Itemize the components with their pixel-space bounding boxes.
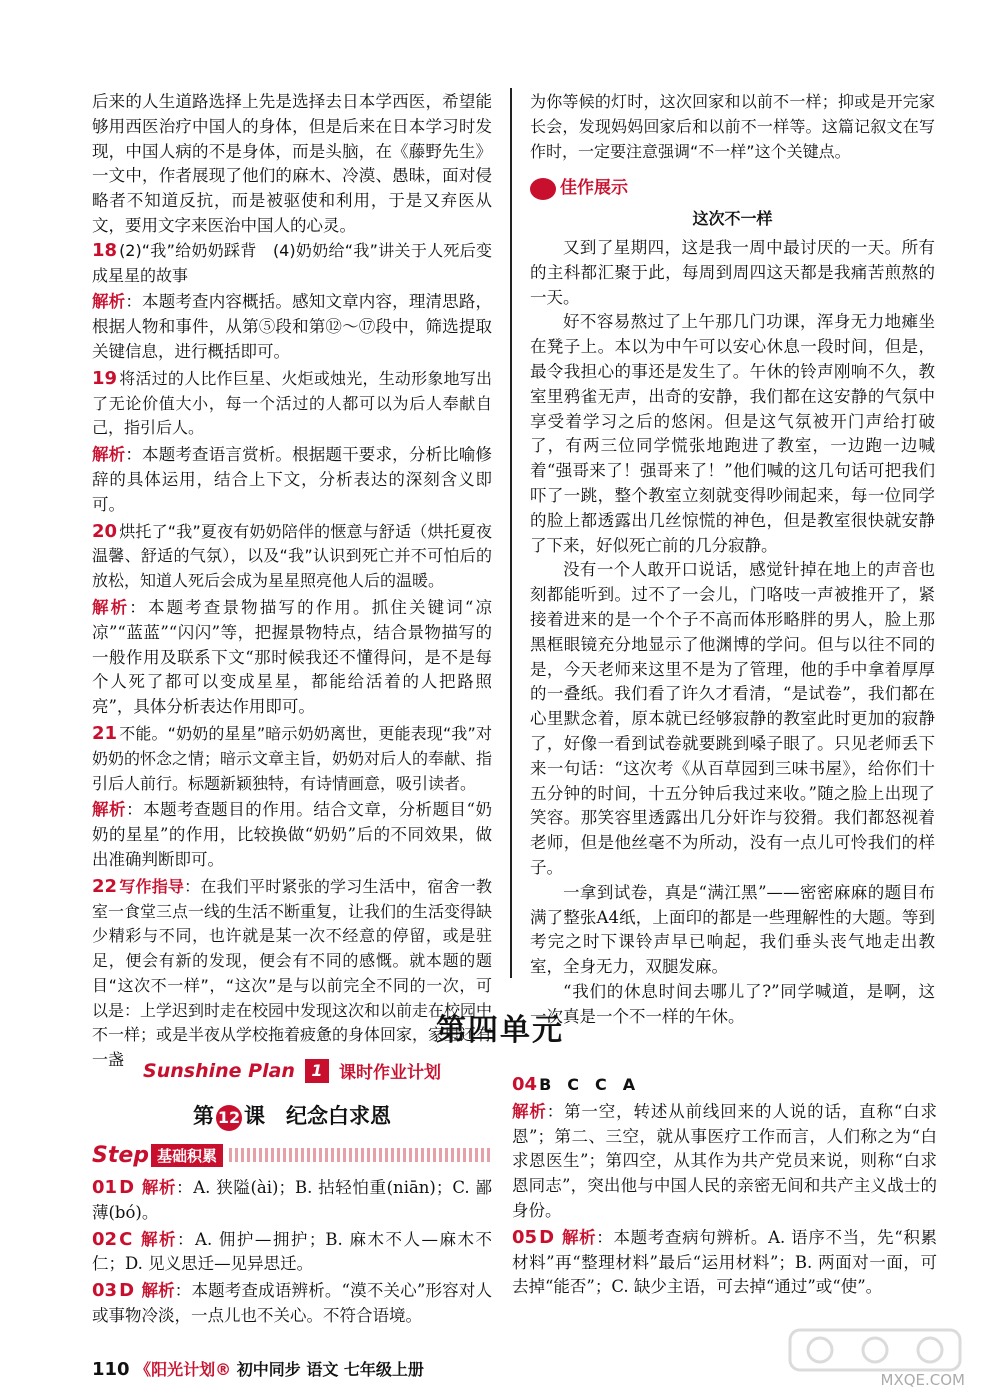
intro-paragraph: 后来的人生道路选择上先是选择去日本学西医，希望能够用西医治疗中国人的身体，但是后来在日本学习时发现，中国人病的不是身体，而是头脑，在《藤野先生》一文中，作者展现了他们的麻木、冷漠、愚昧，面对侵略者不知道反抗，而是被驱使和利用，于是又弃医从文，要用文字来医治中国人的心灵。 [92,92,492,235]
analysis-label: 解析 [141,1281,175,1301]
exercise-item [512,1073,937,1098]
right-column [530,90,935,1029]
analysis-text: ：本题考查病句辨析。A. 语序不当，先“积累材料”再“整理材料”最后“运用材料”；B. 两面对一面，可去掉“能否”；C. 缺少主语，可去掉“通过”或“使”。 [512,1227,937,1297]
step-tag: 基础积累 [151,1144,223,1167]
analysis-label: 解析 [141,1178,177,1197]
page-footer [92,1357,424,1380]
question-number: 04 [512,1074,538,1095]
watermark-text: MXQE.COM [880,1371,965,1389]
analysis-text: ：本题考查语言赏析。根据题干要求，分析比喻修辞的具体运用，结合上下文，分析表达的深刻含义即可。 [92,445,493,514]
analysis-label: 解析 [561,1227,597,1247]
step-header [92,1140,492,1170]
banner-chinese: 课时作业计划 [338,1063,441,1083]
answer-text: 烘托了“我”夏夜有奶奶陪伴的惬意与舒适（烘托夏夜温馨、舒适的气氛），以及“我”认识到死亡并不可怕后的放松，知道人死后会成为星星照亮他人后的温暖。 [92,521,492,591]
analysis-text: ：本题考查题目的作用。结合文章，分析题目“奶奶的星星”的作用，比较换做“奶奶”后的不同效果，做出准确判断即可。 [92,800,493,869]
footer-series: 初中同步 语文 七年级上册 [236,1360,424,1379]
question-21 [92,722,492,796]
answer-letter: D [539,1226,555,1248]
plan-banner [92,1058,492,1083]
answer-letter: D [119,1280,135,1302]
banner-english: Sunshine Plan [143,1059,295,1082]
question-number: 03 [92,1280,118,1302]
analysis-label: 解析 [92,292,126,312]
exercise-item [92,1279,492,1329]
analysis-04 [512,1100,937,1224]
showcase-header [530,176,935,201]
exercise-list-right [512,1073,937,1302]
answer-text: (2)“我”给奶奶踩背 (4)奶奶给“我”讲关于人死后变成星星的故事 [92,240,492,285]
question-number: 19 [92,367,118,389]
analysis-20 [92,596,492,720]
page-number: 110 [92,1359,130,1380]
analysis-label: 解析 [92,800,127,820]
step-decoration [229,1148,492,1162]
lesson-title [92,1100,492,1131]
question-19 [92,367,492,441]
writing-guide-text: ：在我们平时紧张的学习生活中，宿舍一教室一食堂三点一线的生活不断重复，让我们的生活变得缺少精彩与不同，也许就是某一次不经意的停留，或是驻足，便会有新的发现，便会有不同的感慨。就本题的题目“这次不一样”，“这次”是与以前完全不同的一次，可以是：上学迟到时走在校园中发现这次和以前走在校园中不一样；或是半夜从学校拖着疲惫的身体回家，家里还有一盏 [92,876,493,1070]
essay-paragraph: 好不容易熬过了上午那几门功课，浑身无力地瘫坐在凳子上。本以为中午可以安心休息一段时间，但是，最令我担心的事还是发生了。午休的铃声刚响不久，教室里鸦雀无声，出奇的安静，我们都在这安静的气氛中享受着学习之后的悠闲。但是这气氛被开门声给打破了，有两三位同学慌张地跑进了教室，一边跑一边喊着“强哥来了！强哥来了！”他们喊的这几句话可把我们吓了一跳，整个教室立刻就变得吵闹起来，每一位同学的脸上都透露出几丝惊慌的神色，但是教室很快就安静了下来，好似死亡前的几分寂静。 [530,312,935,555]
continued-guide-text: 为你等候的灯时，这次回家和以前不一样；抑或是开完家长会，发现妈妈回家后和以前不一样等。这篇记叙文在写作时，一定要注意强调“不一样”这个关键点。 [530,92,935,161]
question-20 [92,520,492,594]
answer-text: 不能。“奶奶的星星”暗示奶奶离世，更能表现“我”对奶奶的怀念之情；暗示文章主旨，奶奶对后人的奉献、指引后人前行。标题新颖独特，有诗情画意，吸引读者。 [92,723,493,793]
footer-brand: 阳光计划® [151,1360,232,1379]
analysis-label: 解析 [141,1229,178,1249]
analysis-text: ：本题考查成语辨析。“漠不关心”形容对人或事物冷淡，一点儿也不关心。不符合语境。 [92,1281,493,1325]
footer-mark: 《 [135,1360,152,1379]
unit-title: 第四单元 [436,1013,564,1048]
question-18 [92,239,492,289]
analysis-text: ：第一空，转述从前线回来的人说的话，直称“白求恩”；第二、三空，就从事医疗工作而言，人们称之为“白求恩医生”；第四空，从其作为共产党员来说，则称“白求恩同志”，突出他与中国人民的亲密无间和共产主义战士的身份。 [512,1101,938,1220]
question-number: 18 [92,239,118,261]
answer-letters: B C C A [539,1075,636,1094]
question-number: 02 [92,1228,118,1250]
exercise-item [92,1176,492,1226]
exercise-list-left [92,1176,492,1331]
answer-letter: C [119,1228,133,1250]
writing-guide-label: 写作指导 [119,876,185,896]
essay-paragraph: 又到了星期四，这是我一周中最讨厌的一天。所有的主科都汇聚于此，每周到周四这天都是我痛苦煎熬的一天。 [530,237,935,307]
essay-title: 这次不一样 [692,209,773,229]
answer-text: 将活过的人比作巨星、火炬或烛光，生动形象地写出了无论价值大小，每一个活过的人都可以为后人奉献自己，指引后人。 [92,368,492,438]
answer-letter: D [119,1177,135,1198]
lesson-number: 12 [216,1105,242,1131]
exercise-item [512,1226,937,1300]
column-divider [510,88,512,978]
question-number: 20 [92,520,118,542]
essay-paragraph: “我们的休息时间去哪儿了?”同学喊道，是啊，这一次真是一个不一样的午休。 [530,981,935,1026]
analysis-label: 解析 [512,1101,547,1121]
left-column [92,90,492,1075]
lesson-prefix: 第 [193,1104,214,1128]
question-number: 05 [512,1226,538,1248]
essay-paragraph: 一拿到试卷，真是“满江黑”——密密麻麻的题目布满了整张A4纸，上面印的都是一些理解性的大题。等到考完之时下课铃声早已响起，我们垂头丧气地走出教室，全身无力，双腿发麻。 [530,882,935,977]
question-number: 01 [92,1177,118,1198]
question-number: 21 [92,722,118,744]
step-word: Step [92,1142,150,1168]
essay-paragraph: 没有一个人敢开口说话，感觉针掉在地上的声音也刻都能听到。过不了一会儿，门咯吱一声被推开了，紧接着进来的是一个个子不高而体形略胖的男人，脸上那黑框眼镜充分地显示了他渊博的学问。但与以往不同的是，今天老师来这里不是为了管理，他的手中拿着厚厚的一叠纸。我们看了许久才看清，“是试卷”，我们都在心里默念着，原本就已经够寂静的教室此时更加的寂静了，好像一看到试卷就要跳到嗓子眼了。只见老师丢下来一句话：“这次考《从百草园到三味书屋》，给你们十五分钟的时间，十五分钟后我过来收。”随之脸上出现了笑容。那笑容里透露出几分奸诈与狡猾。我们都怒视着老师，但是他丝毫不为所动，没有一点儿可怜我们的样子。 [530,560,935,877]
analysis-text: ：A. 狭隘(ài)；B. 拈轻怕重(niān)；C. 鄙薄(bó)。 [92,1178,493,1222]
analysis-18 [92,290,492,364]
analysis-19 [92,443,492,517]
analysis-text: ：本题考查内容概括。感知文章内容，理清思路，根据人物和事件，从第⑤段和第⑫～⑰段中，筛选提取关键信息，进行概括即可。 [92,292,493,361]
analysis-label: 解析 [92,597,130,617]
analysis-text: ：本题考查景物描写的作用。抓住关键词“凉凉”“蓝蓝”“闪闪”等，把握景物特点，结合景物描写的一般作用及联系下文“那时候我还不懂得问，是不是每个人死了都可以变成星星，都能给活着的人把路照亮”，具体分析表达作用即可。 [92,597,493,717]
banner-number-box: 1 [305,1059,329,1083]
lesson-suffix: 课 纪念白求恩 [244,1104,391,1128]
showcase-label: 佳作展示 [560,178,628,199]
analysis-text: ：A. 佣护—拥护；B. 麻木不人—麻木不仁；D. 见义思迁—见异思迁。 [92,1229,492,1274]
exercise-item [92,1228,492,1278]
showcase-badge-icon [530,178,556,200]
question-number: 22 [92,875,118,897]
analysis-label: 解析 [92,445,126,465]
analysis-21 [92,798,492,872]
